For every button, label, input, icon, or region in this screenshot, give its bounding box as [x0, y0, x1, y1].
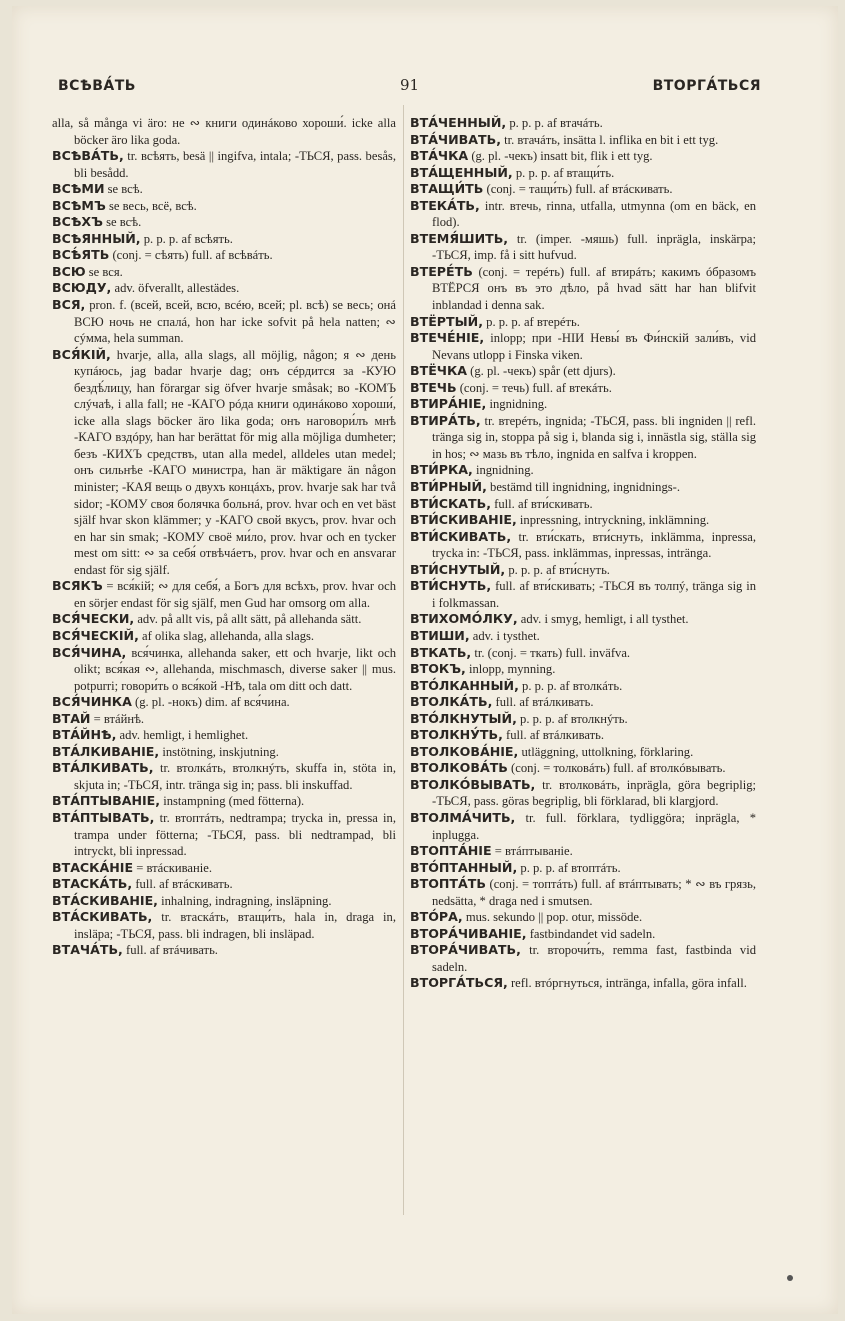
column-divider [403, 105, 404, 1215]
dictionary-entry [410, 777, 756, 810]
dictionary-entry [410, 611, 756, 628]
dictionary-entry [410, 363, 756, 380]
dictionary-entry [52, 645, 396, 695]
dictionary-entry [52, 247, 396, 264]
entry-definition: adv. i smyg, hemligt, i all tysthet. [520, 612, 689, 627]
dictionary-entry [52, 611, 396, 628]
entry-headword: ВСЯ, [52, 297, 86, 313]
entry-headword: ВТЕЧЬ [410, 379, 457, 395]
dictionary-entry [410, 330, 756, 363]
dictionary-entry [410, 115, 756, 132]
entry-definition: instampning (med fötterna). [163, 794, 305, 809]
dictionary-entry [52, 793, 396, 810]
entry-definition: tr. втолковáть, inprägla, göra begriplig; -ТЬСЯ, pass. göras begriplig, bli förklarad, bli klargjord. [432, 777, 756, 809]
entry-headword: ВТА́ЩЕННЫЙ, [410, 164, 513, 180]
entry-definition: adv. på allt vis, på allt sätt, på allehanda sätt. [137, 612, 362, 627]
dictionary-entry [410, 496, 756, 513]
entry-definition: tr. втачáть, insätta l. inflika en bit i ett tyg. [504, 132, 719, 147]
entry-headword: ВСЯ́ЧЕСКИ, [52, 611, 135, 627]
dictionary-entry [52, 297, 396, 347]
entry-definition: se весь, всё, всѣ. [108, 198, 197, 213]
dictionary-entry [52, 893, 396, 910]
dictionary-entry [52, 942, 396, 959]
entry-definition: tr. втерéть, ingnida; -ТЬСЯ, pass. bli ingniden || refl. tränga sig in, stoppa på sig i, blanda sig i, innästla sig, ställa sig in hos; ∾ мазь въ тѣло, ingnida en salfva i kroppen. [432, 413, 756, 461]
dictionary-entry [52, 744, 396, 761]
dictionary-entry [410, 479, 756, 496]
entry-headword: ВТАСКА́ТЬ, [52, 876, 133, 892]
dictionary-entry [410, 314, 756, 331]
entry-definition: p. p. p. af всѣять. [143, 231, 233, 246]
entry-definition: tr. втоптáть, nedtrampa; trycka in, pressa in, trampa under fötterna; -ТЬСЯ, pass. bli nedtrampad, bli intryckt, bli inpressad. [74, 810, 396, 859]
dictionary-entry [410, 413, 756, 463]
dictionary-entry [410, 380, 756, 397]
entry-headword: ВТОЛКНУ́ТЬ, [410, 727, 503, 743]
entry-definition: inlopp, mynning. [468, 662, 556, 677]
entry-headword: ВСѢ́ЯТЬ [52, 247, 110, 263]
entry-headword: ВТА́ЛКИВАТЬ, [52, 760, 154, 776]
entry-headword: ВТИ́РКА, [410, 462, 473, 478]
dictionary-entry [410, 198, 756, 231]
dictionary-entry [410, 562, 756, 579]
dictionary-entry [410, 876, 756, 909]
entry-definition: se всѣ. [106, 215, 142, 230]
entry-headword: ВТО́ЛКАННЫЙ, [410, 677, 519, 693]
entry-headword: ВТОЛКО́ВЫВАТЬ, [410, 776, 536, 792]
entry-headword: ВСѢХЪ [52, 214, 103, 230]
entry-headword: ВТО́ЛКНУТЫЙ, [410, 710, 517, 726]
dictionary-entry [52, 909, 396, 942]
dictionary-entry [410, 396, 756, 413]
dictionary-entry [410, 462, 756, 479]
dictionary-entry [52, 347, 396, 579]
dictionary-entry [52, 760, 396, 793]
dictionary-entry [410, 678, 756, 695]
dictionary-entry [410, 529, 756, 562]
dictionary-entry [410, 231, 756, 264]
entry-headword: ВСѢМЪ [52, 197, 106, 213]
entry-headword: ВТАЙ [52, 710, 91, 726]
entry-headword: ВТИ́СНУТЬ, [410, 578, 492, 594]
entry-headword: ВТА́ЧЕННЫЙ, [410, 115, 507, 130]
entry-definition: pron. f. (всей, всей, всю, всéю, всей; pl. всѣ) se весь; онá ВСЮ ночь не спалá, hon har icke sofvit på hela natten; ∾ сýмма, hela summan. [74, 298, 396, 346]
entry-headword: ВТЕРЕ́ТЬ [410, 263, 473, 279]
entry-definition: tr. втаскáть, втащи́ть, hala in, draga in, insläpa; -ТЬСЯ, pass. bli indragen, bli insläpad. [74, 910, 396, 941]
dictionary-entry [52, 231, 396, 248]
entry-definition: tr. full. förklara, tydliggöra; inprägla, * inplugga. [432, 810, 756, 842]
entry-definition: (g. pl. -чекъ) spår (ett djurs). [470, 364, 616, 379]
entry-headword: ВТИРА́НІЕ, [410, 396, 487, 412]
entry-headword: ВСѢМИ [52, 181, 105, 197]
dictionary-entry [410, 578, 756, 611]
entry-headword: ВТЕЧЕ́НІЕ, [410, 330, 485, 346]
dictionary-entry [410, 942, 756, 975]
header-left-headword: ВСѢВА́ТЬ [58, 78, 136, 94]
dictionary-entry [52, 860, 396, 877]
dictionary-entry [410, 512, 756, 529]
dictionary-entry [410, 843, 756, 860]
entry-definition: p. p. p. af вти́снуть. [508, 562, 610, 577]
entry-headword: ВТИРА́ТЬ, [410, 412, 481, 428]
entry-definition: instötning, inskjutning. [162, 744, 279, 759]
dictionary-entry [410, 628, 756, 645]
entry-definition: af olika slag, allehanda, alla slags. [142, 628, 315, 643]
entry-definition: adv. hemligt, i hemlighet. [119, 728, 249, 743]
entry-definition: full. af втáчивать. [126, 943, 218, 958]
right-column [410, 115, 756, 992]
entry-headword: ВСЮ [52, 263, 86, 279]
entry-definition: se вся. [88, 264, 123, 279]
entry-definition: (conj. = тащи́ть) full. af втáскивать. [486, 182, 673, 197]
entry-definition: bestämd till ingnidning, ingnidnings-. [490, 480, 680, 495]
entry-headword: ВТОКЪ, [410, 661, 466, 677]
entry-definition: (g. pl. -нокъ) dim. af вся́чина. [135, 695, 290, 710]
dictionary-entry [410, 645, 756, 662]
entry-headword: ВТОПТА́ТЬ [410, 876, 486, 892]
entry-definition: p. p. p. af втачáть. [509, 116, 603, 130]
entry-headword: ВТИ́РНЫЙ, [410, 479, 487, 495]
entry-headword: ВТИШИ, [410, 627, 470, 643]
entry-definition: ingnidning. [475, 463, 534, 478]
entry-definition: = втáйнѣ. [93, 711, 145, 726]
entry-definition: full. af вти́скивать; -ТЬСЯ въ толпý, tränga sig in i folkmassan. [432, 579, 756, 610]
entry-headword: ВТА́ЧКА [410, 148, 469, 164]
entry-headword: ВСЯ́ЧЕСКІЙ, [52, 627, 139, 643]
entry-definition: (conj. = сѣять) full. af всѣвáть. [112, 248, 273, 263]
page-header [58, 78, 761, 100]
entry-headword: ВТА́ПТЫВАНІЕ, [52, 793, 161, 809]
dictionary-entry [52, 810, 396, 860]
entry-headword: ВТОЛКА́ТЬ, [410, 694, 493, 710]
entry-headword: ВТАЧА́ТЬ, [52, 942, 123, 958]
entry-headword: ВТЕМЯ́ШИТЬ, [410, 230, 509, 246]
entry-headword: ВТОРГА́ТЬСЯ, [410, 975, 508, 991]
entry-definition: se всѣ. [107, 182, 143, 197]
entry-definition: utläggning, uttolkning, förklaring. [521, 744, 694, 759]
dictionary-entry [410, 148, 756, 165]
entry-definition: tr. второчи́ть, remma fast, fastbinda vid sadeln. [432, 943, 756, 974]
entry-headword: ВСЯКЪ [52, 578, 103, 594]
entry-headword: ВТОЛКОВА́ТЬ [410, 760, 508, 776]
entry-headword: ВТА́ПТЫВАТЬ, [52, 809, 155, 825]
dictionary-entry [52, 280, 396, 297]
entry-definition: = втáптываніе. [494, 844, 573, 859]
dictionary-entry [410, 694, 756, 711]
dictionary-entry [52, 694, 396, 711]
entry-definition: tr. всѣять, besä || ingifva, intala; -ТЬСЯ, pass. besås, bli besådd. [74, 149, 396, 180]
dictionary-entry [52, 711, 396, 728]
dictionary-entry [410, 711, 756, 728]
entry-headword: ВТОПТА́НІЕ [410, 843, 492, 859]
entry-definition: tr. (imper. -мяшь) full. inprägla, inskärpa; -ТЬСЯ, imp. få i sitt hufvud. [432, 231, 756, 263]
entry-definition: alla, så många vi äro: не ∾ книги одинáково хороши́. icke alla böcker äro lika goda. [52, 116, 396, 147]
dictionary-entry [52, 264, 396, 281]
left-column [52, 115, 396, 959]
entry-definition: full. af вти́скивать. [494, 496, 593, 511]
entry-headword: ВТОЛМА́ЧИТЬ, [410, 809, 516, 825]
dictionary-entry [410, 727, 756, 744]
dictionary-entry [52, 148, 396, 181]
entry-definition: = втáскиваніе. [136, 860, 212, 875]
entry-headword: ВТОРА́ЧИВАНІЕ, [410, 925, 527, 941]
entry-headword: ВСѢЯННЫЙ, [52, 230, 141, 246]
entry-headword: ВТЁЧКА [410, 363, 468, 379]
entry-definition: (conj. = толковáть) full. af втолкóвывать. [511, 761, 726, 776]
entry-definition: inpressning, intryckning, inklämning. [519, 513, 710, 528]
entry-definition: p. p. p. af втоптáть. [520, 860, 621, 875]
entry-headword: ВТОЛКОВА́НІЕ, [410, 743, 519, 759]
dictionary-entry [52, 578, 396, 611]
entry-definition: adv. i tysthet. [472, 628, 540, 643]
entry-definition: p. p. p. af втерéть. [486, 314, 580, 329]
dictionary-entry [410, 810, 756, 843]
entry-headword: ВТИ́СКИВАНІЕ, [410, 512, 517, 528]
entry-definition: intr. втечь, rinna, utfalla, utmynna (om en bäck, en flod). [432, 198, 756, 230]
entry-definition: p. p. p. af втащи́ть. [515, 165, 615, 180]
entry-definition: вся́чинка, allehanda saker, ett och hvarje, likt och olikt; вся́кая ∾, allehanda, mischmasch, diverse saker || mus. potpurri; говори́ть о вся́кой -НѢ, tala om ditt och datt. [74, 645, 396, 693]
entry-headword: ВТА́ЧИВАТЬ, [410, 131, 501, 147]
entry-headword: ВТА́СКИВАТЬ, [52, 909, 153, 925]
entry-headword: ВСЯ́КІЙ, [52, 346, 111, 362]
entry-definition: full. af втáлкивать. [495, 695, 594, 710]
entry-definition: inlopp; при -НІИ Невы́ въ Фи́нскій зали́въ, vid Nevans utlopp i Finska viken. [432, 331, 756, 362]
entry-definition: mus. sekundo || pop. otur, missöde. [465, 910, 643, 925]
entry-definition: (conj. = течь) full. af втекáть. [459, 380, 612, 395]
entry-headword: ВТЁРТЫЙ, [410, 313, 483, 329]
entry-headword: ВТИ́СКИВАТЬ, [410, 528, 512, 544]
dictionary-entry [52, 876, 396, 893]
entry-headword: ВТЕКА́ТЬ, [410, 197, 480, 213]
dictionary-entry [410, 132, 756, 149]
entry-definition: adv. öfverallt, allestädes. [114, 281, 240, 296]
entry-headword: ВТИХОМО́ЛКУ, [410, 611, 518, 627]
entry-definition: (g. pl. -чекъ) insatt bit, flik i ett tyg. [471, 149, 653, 164]
entry-definition: (conj. = терéть) full. af втирáть; какимъ óбразомъ ВТЁРСЯ онъ въ это дѣло, på hvad sätt har han blifvit inblandad i denna sak. [432, 264, 756, 313]
page-number: 91 [399, 76, 420, 94]
dictionary-entry [410, 975, 756, 992]
dictionary-entry [410, 926, 756, 943]
dictionary-entry [410, 860, 756, 877]
entry-headword: ВТА́СКИВАНІЕ, [52, 892, 158, 908]
page-mark [787, 1275, 793, 1281]
entry-definition: tr. (conj. = ткать) full. inväfva. [474, 645, 631, 660]
dictionary-entry [410, 744, 756, 761]
dictionary-entry [52, 115, 396, 148]
entry-definition: refl. втóргнуться, intränga, infalla, göra infall. [510, 976, 747, 991]
entry-headword: ВТА́ЙНѢ, [52, 727, 117, 743]
entry-definition: full. af втáлкивать. [506, 728, 605, 743]
header-right-headword: ВТОРГА́ТЬСЯ [652, 78, 761, 94]
entry-definition: p. p. p. af втолкнýть. [520, 711, 628, 726]
entry-headword: ВТОРА́ЧИВАТЬ, [410, 942, 521, 958]
entry-definition: = вся́кій; ∾ для себя́, а Богъ для всѣхъ, prov. hvar och en sörjer endast för sig själf, men Gud har omsorg om alla. [74, 579, 396, 610]
entry-definition: inhalning, indragning, insläpning. [161, 893, 332, 908]
dictionary-entry [52, 181, 396, 198]
entry-definition: full. af втáскивать. [135, 877, 233, 892]
dictionary-entry [410, 909, 756, 926]
entry-headword: ВТКАТЬ, [410, 644, 472, 660]
entry-headword: ВСЯ́ЧИНКА [52, 694, 132, 710]
entry-definition: tr. втолкáть, втолкнýть, skuffa in, stöta in, skjuta in; -ТЬСЯ, intr. tränga sig in; pass. bli inskuffad. [74, 761, 396, 792]
entry-definition: tr. вти́скать, вти́снуть, inklämma, inpressa, trycka in: -ТЬСЯ, pass. inklämmas, inpressas, intränga. [432, 529, 756, 561]
dictionary-entry [52, 198, 396, 215]
dictionary-entry [410, 165, 756, 182]
entry-headword: ВТИ́СКАТЬ, [410, 495, 491, 511]
entry-headword: ВТИ́СНУТЫЙ, [410, 561, 506, 577]
entry-definition: ingnidning. [489, 397, 548, 412]
dictionary-entry [410, 661, 756, 678]
entry-headword: ВТО́ПТАННЫЙ, [410, 859, 518, 875]
dictionary-entry [410, 181, 756, 198]
dictionary-entry [410, 264, 756, 314]
dictionary-entry [410, 760, 756, 777]
entry-definition: fastbindandet vid sadeln. [529, 926, 656, 941]
entry-headword: ВТАЩИ́ТЬ [410, 181, 484, 197]
entry-headword: ВСЮДУ, [52, 280, 112, 296]
dictionary-entry [52, 214, 396, 231]
dictionary-entry [52, 628, 396, 645]
entry-headword: ВСѢВА́ТЬ, [52, 148, 124, 164]
entry-headword: ВСЯ́ЧИНА, [52, 644, 127, 660]
dictionary-entry [52, 727, 396, 744]
entry-headword: ВТА́ЛКИВАНІЕ, [52, 743, 160, 759]
entry-definition: p. p. p. af втолкáть. [522, 678, 623, 693]
entry-definition: (conj. = топтáть) full. af втáптывать; * ∾ въ грязь, nedsätta, * draga ned i smutsen. [432, 877, 756, 908]
entry-headword: ВТО́РА, [410, 909, 463, 925]
entry-definition: hvarje, alla, alla slags, all möjlig, någon; я ∾ день купáюсь, jag badar hvarje dag; онъ сéрдится за -КУЮ бездѣ́лицу, han förargar sig öfver hvarje småsak; во -КОМЪ слýчаѣ, i alla fall; не -КАГО рóда книги одинáково хороши́, icke alla slags böcker äro lika goda; онъ наговори́лъ мнѣ -КАГО вздóру, han har berättat för mig alla möjliga dumheter; безъ -КИХЪ средствъ, utan alla medel, alldeles utan medel; онъ сильнѣе -КАГО министра, han är mäktigare än någon minister; -КАЯ вещь о двухъ концáхъ, prov. hvarje sak har två sidor; -КОМУ своя болячка больнá, prov. hvar och en vet bäst själf hvar skon klämmer; у -КАГО свой вкусъ, prov. hvar och en har sin smak; -КОМУ своё ми́ло, prov. hvar och en tycker mest om sitt: ∾ за себя́ отвѣчáетъ, prov. hvar och en ansvarar endast för sig själf. [74, 347, 396, 577]
entry-headword: ВТАСКА́НІЕ [52, 859, 134, 875]
